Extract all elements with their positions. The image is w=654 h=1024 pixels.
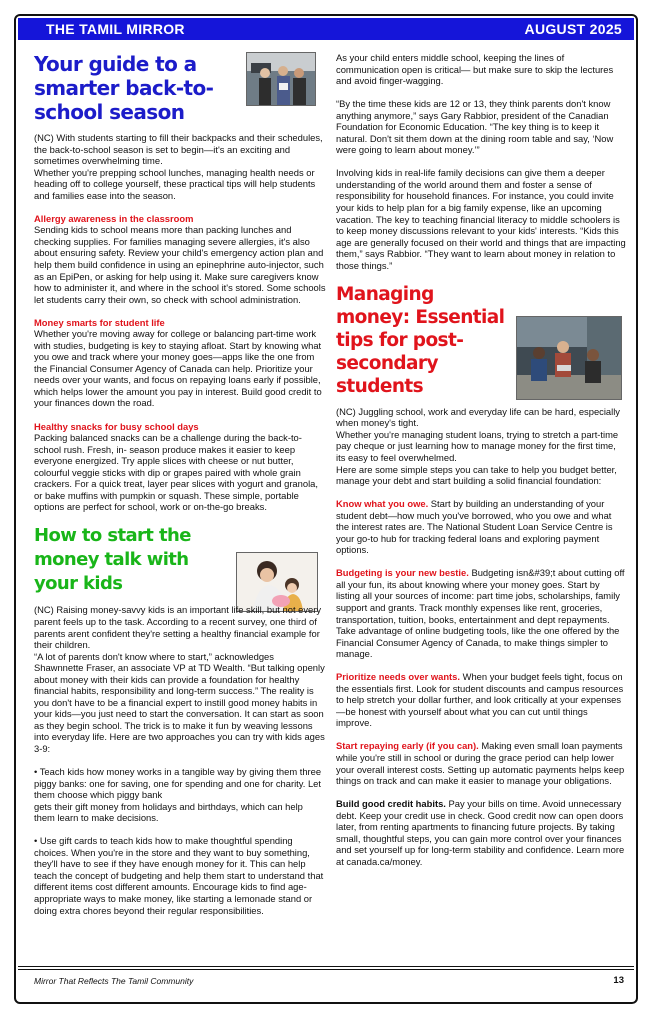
allergy-body: Sending kids to school means more than packing lunches and checking supplies. For families managing severe allergies, it's also about ensuring safety. Review your child's emergency action plan and help them build confidence in using an epinephrine auto-injector, such as an EpiPen, or asking for help using it. Make sure caregivers know how to administer it, and where in the school it's stored. Some schools let students carry their own, so check with school administration. (34, 224, 326, 305)
tip-budgeting (336, 567, 626, 659)
allergy-subheading: Allergy awareness in the classroom (34, 212, 194, 224)
page-number: 13 (613, 975, 624, 986)
tip-good-credit (336, 798, 626, 867)
tip-repay-early (336, 740, 626, 786)
gift-cards-tip: • Use gift cards to teach kids how to make thoughtful spending choices. When you're in the store and they want to buy something, they'll have to see if they have enough money for it. This can help teach the concept of budgeting and help them start to understand that different items cost different amounts. Encourage kids to find age- appropriate ways to make money, like starting a lemonade stand or doing extra chores beyond their regular responsibilities. (34, 835, 324, 916)
masthead-date: AUGUST 2025 (524, 21, 622, 37)
money-smarts-body: Whether you're moving away for college or balancing part-time work with studies, budgeting is key to staying afloat. Start by knowing what you owe and track where your money goes—apps like the one from the Financial Consumer Agency of Canada can help. Prioritize your needs over your wants, and focus on repaying loans early if possible, which helps lower the amount you pay in interest. Build good credit to your finances down the road. (34, 328, 322, 409)
footer-rule (18, 969, 634, 970)
tip-lead: Build good credit habits. (336, 798, 446, 810)
tip-lead: Know what you owe. (336, 498, 429, 510)
footer-rule (18, 966, 634, 967)
tip-know-what-you-owe (336, 498, 626, 556)
rabbior-quote-paragraph: “By the time these kids are 12 or 13, they think parents don't know anything anymore,” says Gary Rabbior, president of the Canadian Foundation for Economic Education. “The key thing is to keep it natural. Don't sit them down at the dining room table and say, ‘Now were going to learn about money.’” (336, 98, 614, 156)
middle-school-paragraph: As your child enters middle school, keeping the lines of communication open is critical— but make sure to skip the lectures and avoid finger-wagging. (336, 52, 614, 87)
left-column (34, 52, 326, 928)
healthy-snacks-body: Packing balanced snacks can be a challenge during the back-to-school rush. Fresh, in- season produce makes it easier to keep everyone energized. Try apple slices with cheese or nut butter, colourful veggie sticks with dip or grapes paired with whole grain crackers. For a quick treat, layer pear slices with yogurt and granola, or bake muffins with pumpkin or squash. These simple, portable options are perfect for school, work or on-the-go breaks. (34, 432, 318, 513)
tip-prioritize-needs (336, 671, 626, 729)
masthead-bar (18, 18, 634, 40)
back-to-school-headline: Your guide to a smarter back-to-school season (34, 52, 214, 124)
right-column (336, 52, 626, 879)
tip-lead: Start repaying early (if you can). (336, 740, 479, 752)
tip-body: When your budget feels tight, focus on the essentials first. Look for student discounts and campus resources to help stretch your dollar further, and look critically at your expenses—be honest with yourself about what you can cut until things improve. (336, 671, 624, 729)
managing-money-intro: (NC) Juggling school, work and everyday life can be hard, especially when money's tight. Whether you're managing student loans, trying to stretch a part-time pay cheque or just learning how to manage money for the first time, its easy to feel overwhelmed. Here are some simple steps you can take to help you budget better, manage your debt and start building a solid financial foundation: (336, 405, 620, 487)
tip-lead: Budgeting is your new bestie. (336, 567, 469, 579)
masthead-title: THE TAMIL MIRROR (46, 21, 185, 37)
managing-money-headline: Managing money: Essential tips for post-secondary students (336, 283, 505, 397)
money-talk-headline: How to start the money talk with your kids (34, 525, 191, 595)
tip-body: Budgeting isn&#39;t about cutting off all your fun, its about knowing where your money goes. Start by listing all your sources of income: part time jobs, scholarships, family support and grants. Track monthly expenses like rent, groceries, transportation, tuition, books, entertainment and dept repayments. Take advantage of online budgeting tools, like the one offered by the Financial Consumer Agency of Canada, to make things simpler to manage. (336, 567, 625, 660)
healthy-snacks-subheading: Healthy snacks for busy school days (34, 420, 199, 432)
tip-lead: Prioritize needs over wants. (336, 671, 460, 683)
piggy-banks-tip: • Teach kids how money works in a tangible way by giving them three piggy banks: one for saving, one for spending and one for charity. Let them choose which piggy bank gets their gift money from holidays and birthdays, which can help them learn to make decisions. (34, 766, 322, 824)
family-decisions-paragraph: Involving kids in real-life family decisions can give them a deeper understanding of the world around them and foster a sense of responsibility for household finances. For instance, you could invite your kids to help plan for a big family expense, like an upcoming vacation. The key to teaching financial literacy to middle schoolers is to keep money discussions relevant to your kids' interests. “Kids this age are generally focused on their world and things that are impacting them,” says Rabbior. “They want to learn about money in relation to those things.” (336, 167, 626, 271)
tip-body: Making even small loan payments while you're still in school or during the grace period can help lower your overall interest costs. Setting up automatic payments helps keep things on track and can make it easier to manage your obligations. (336, 740, 625, 787)
back-to-school-intro: (NC) With students starting to fill their backpacks and their schedules, the back-to-school season is set to begin—it's an exciting and sometimes overwhelming time. Whether you're prepping school lunches, managing health needs or heading off to college yourself, these practical tips will help students and families ease into the season. (34, 132, 323, 201)
tip-body: Start by building an understanding of your student debt—how much you've borrowed, who you owe and what the interest rates are. The National Student Loan Service Centre is your go-to hub for tracking federal loans and exploring payment options. (336, 498, 613, 556)
footer-tagline: Mirror That Reflects The Tamil Community (34, 976, 194, 986)
tip-body: Pay your bills on time. Avoid unnecessary debt. Keep your credit use in check. Good credit now can open doors later, from renting apartments to financing future projects. By taking small, thoughtful steps, you can gain more control over your finances and set yourself up for long-term stability and confidence. Learn more at canada.ca/money. (336, 798, 625, 867)
money-smarts-subheading: Money smarts for student life (34, 316, 165, 328)
money-talk-body: (NC) Raising money-savvy kids is an important life skill, but not every parent feels up to the task. According to a recent survey, one third of parents arent confident they're setting a healthy financial example for their children. “A lot of parents don't know where to start,” acknowledges Shawnnette Fraser, an associate VP at TD Wealth. “But talking openly about money with their kids can provide a foundation for healthy financial habits, responsibility and long-term success.” The reality is you don't have to be a financial expert to instill good money habits in your kids—you just need to start the conversation. It can start as soon as they begin school. The trick is to make it fun by weaving lessons into everyday life. Here are two approaches you can try with kids ages 3-9: (34, 604, 325, 754)
